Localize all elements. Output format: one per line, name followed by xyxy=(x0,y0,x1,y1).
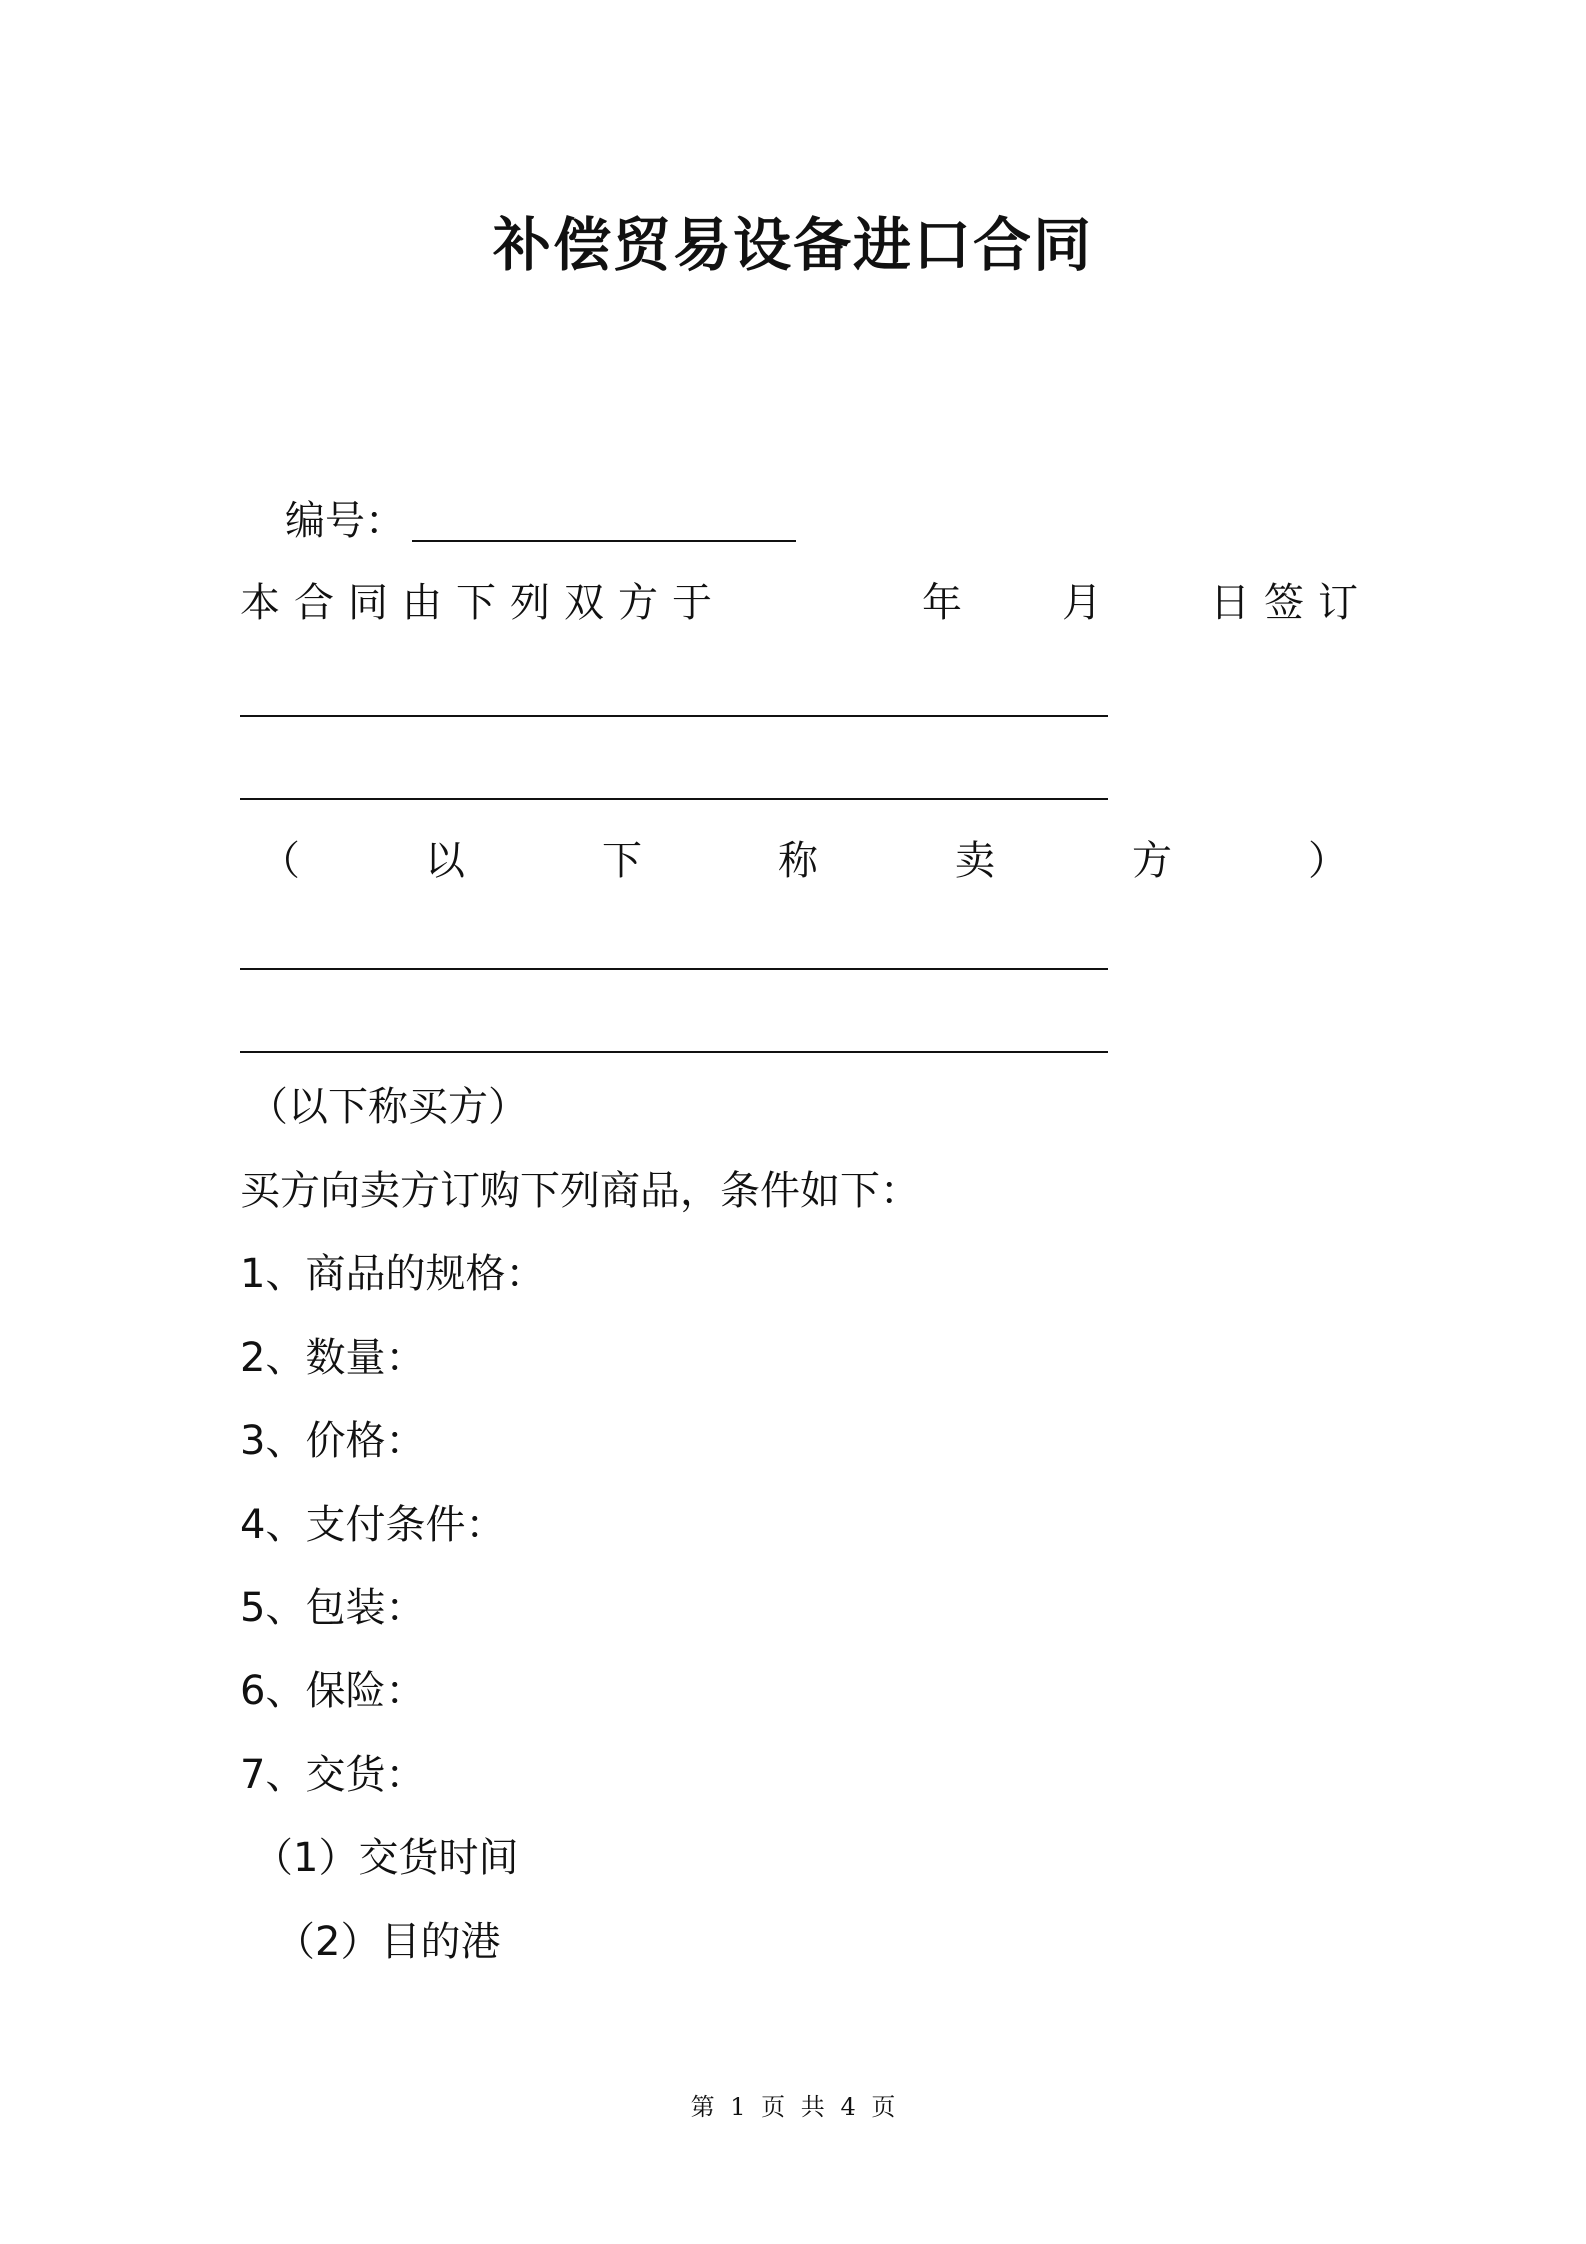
seller-label-char: 称 xyxy=(778,838,818,884)
order-intro: 买方向卖方订购下列商品，条件如下： xyxy=(240,1168,920,1214)
document-title: 补偿贸易设备进口合同 xyxy=(492,211,1093,279)
buyer-blank-line-2 xyxy=(240,1051,1108,1053)
seller-label-char: 方 xyxy=(1132,838,1172,884)
contract-number-blank xyxy=(412,540,796,542)
clause-specification: 1、商品的规格： xyxy=(240,1251,546,1297)
buyer-blank-line-1 xyxy=(240,968,1108,970)
seller-label-char: （ xyxy=(260,838,300,884)
page-number-footer: 第 1 页 共 4 页 xyxy=(690,2093,896,2121)
seller-label-char: 以 xyxy=(425,838,465,884)
signing-month-label: 月 xyxy=(1062,580,1102,626)
contract-number-label: 编号： xyxy=(285,498,405,544)
sub-clause-destination-port: （2）目的港 xyxy=(275,1919,501,1965)
clause-packing: 5、包装： xyxy=(240,1585,426,1631)
seller-blank-line-2 xyxy=(240,798,1108,800)
clause-insurance: 6、保险： xyxy=(240,1668,426,1714)
seller-label-char: ） xyxy=(1308,838,1348,884)
clause-price: 3、价格： xyxy=(240,1418,426,1464)
seller-blank-line-1 xyxy=(240,715,1108,717)
signing-intro: 本合同由下列双方于 xyxy=(240,580,726,626)
sub-clause-delivery-time: （1）交货时间 xyxy=(253,1835,519,1881)
clause-payment-terms: 4、支付条件： xyxy=(240,1502,506,1548)
signing-day-label: 日签订 xyxy=(1210,580,1372,626)
signing-year-label: 年 xyxy=(922,580,962,626)
seller-label-char: 下 xyxy=(602,838,642,884)
seller-label-char: 卖 xyxy=(955,838,995,884)
buyer-label: （以下称买方） xyxy=(248,1084,528,1130)
clause-delivery: 7、交货： xyxy=(240,1752,426,1798)
seller-label xyxy=(240,836,1355,886)
clause-quantity: 2、数量： xyxy=(240,1335,426,1381)
